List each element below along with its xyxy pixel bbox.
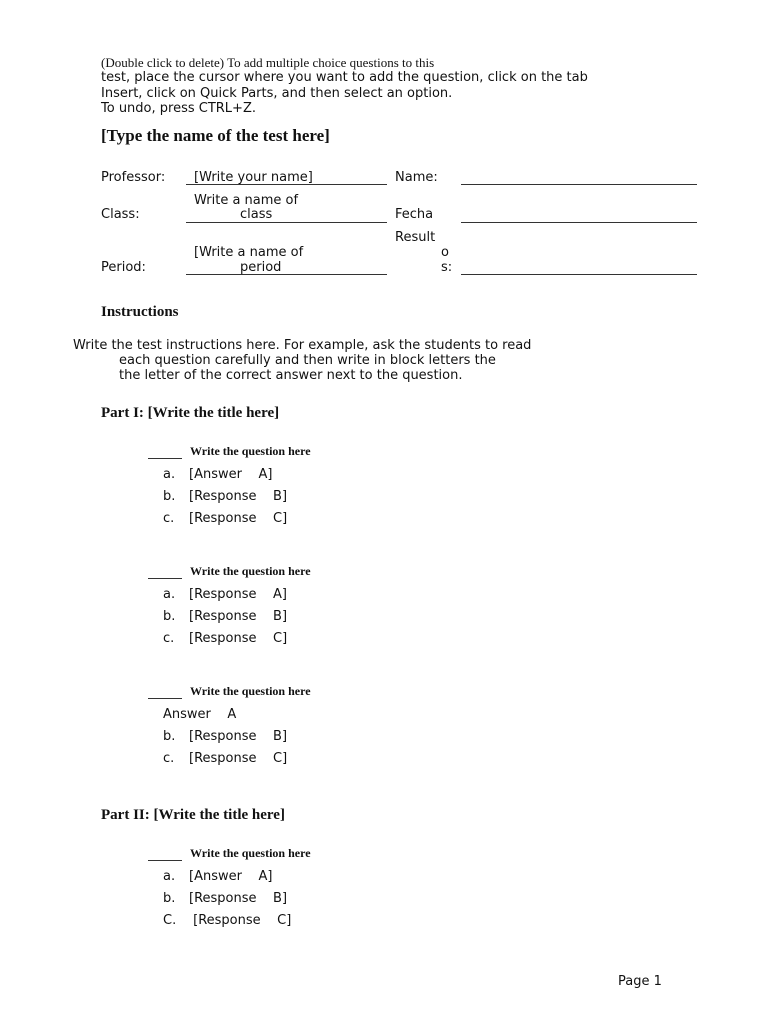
period-label: Period: bbox=[101, 260, 146, 275]
option-marker: c. bbox=[163, 511, 175, 526]
instructions-line-1[interactable]: Write the test instructions here. For example, ask the students to read bbox=[73, 338, 532, 353]
option-text[interactable]: [Answer A] bbox=[189, 869, 273, 884]
page-number: Page 1 bbox=[618, 974, 662, 989]
instructions-heading: Instructions bbox=[101, 304, 179, 320]
question-text[interactable]: Write the question here bbox=[190, 564, 311, 578]
question-text[interactable]: Write the question here bbox=[190, 846, 311, 860]
name-label: Name: bbox=[395, 170, 438, 185]
option-marker: b. bbox=[163, 729, 176, 744]
professor-field[interactable]: [Write your name] bbox=[194, 170, 313, 185]
answer-blank[interactable] bbox=[148, 458, 182, 459]
class-underline bbox=[186, 222, 387, 223]
option-text[interactable]: [Answer A] bbox=[189, 467, 273, 482]
part-1-title[interactable]: Part I: [Write the title here] bbox=[101, 405, 280, 421]
help-text-line-1: (Double click to delete) To add multiple choice questions to this bbox=[101, 55, 435, 70]
answer-blank[interactable] bbox=[148, 860, 182, 861]
option-text[interactable]: Answer A bbox=[163, 707, 237, 722]
option-marker: b. bbox=[163, 891, 176, 906]
option-text[interactable]: [Response C] bbox=[189, 913, 292, 928]
results-label-part-1: Result bbox=[395, 230, 436, 245]
class-field-line-1[interactable]: Write a name of bbox=[194, 193, 299, 208]
period-field-line-1[interactable]: [Write a name of bbox=[194, 245, 304, 260]
help-text-line-3: Insert, click on Quick Parts, and then select an option. bbox=[101, 86, 453, 101]
option-text[interactable]: [Response B] bbox=[189, 489, 288, 504]
option-text[interactable]: [Response B] bbox=[189, 891, 288, 906]
results-label-part-2: o bbox=[441, 245, 449, 260]
option-text[interactable]: [Response C] bbox=[189, 751, 288, 766]
option-text[interactable]: [Response C] bbox=[189, 631, 288, 646]
professor-underline bbox=[186, 184, 387, 185]
question-text[interactable]: Write the question here bbox=[190, 684, 311, 698]
class-label: Class: bbox=[101, 207, 140, 222]
option-text[interactable]: [Response B] bbox=[189, 729, 288, 744]
option-text[interactable]: [Response B] bbox=[189, 609, 288, 624]
option-marker: c. bbox=[163, 631, 175, 646]
option-marker: a. bbox=[163, 587, 176, 602]
results-label-part-3: s: bbox=[441, 260, 453, 275]
help-text-line-2: test, place the cursor where you want to add the question, click on the tab bbox=[101, 70, 588, 85]
class-field-line-2[interactable]: class bbox=[240, 207, 273, 222]
option-marker: b. bbox=[163, 609, 176, 624]
results-field-line[interactable] bbox=[461, 274, 697, 275]
instructions-line-2[interactable]: each question carefully and then write in block letters the bbox=[119, 353, 496, 368]
period-field-line-2[interactable]: period bbox=[240, 260, 282, 275]
answer-blank[interactable] bbox=[148, 578, 182, 579]
fecha-field-line[interactable] bbox=[461, 222, 697, 223]
test-title[interactable]: [Type the name of the test here] bbox=[101, 126, 330, 145]
option-text[interactable]: [Response A] bbox=[189, 587, 288, 602]
part-2-title[interactable]: Part II: [Write the title here] bbox=[101, 807, 285, 823]
option-marker: C. bbox=[163, 913, 177, 928]
option-text[interactable]: [Response C] bbox=[189, 511, 288, 526]
question-text[interactable]: Write the question here bbox=[190, 444, 311, 458]
help-text-line-4: To undo, press CTRL+Z. bbox=[101, 101, 256, 116]
option-marker: c. bbox=[163, 751, 175, 766]
option-marker: b. bbox=[163, 489, 176, 504]
instructions-line-3[interactable]: the letter of the correct answer next to the question. bbox=[119, 368, 463, 383]
fecha-label: Fecha bbox=[395, 207, 434, 222]
professor-label: Professor: bbox=[101, 170, 166, 185]
answer-blank[interactable] bbox=[148, 698, 182, 699]
name-field-line[interactable] bbox=[461, 184, 697, 185]
option-marker: a. bbox=[163, 869, 176, 884]
period-underline bbox=[186, 274, 387, 275]
option-marker: a. bbox=[163, 467, 176, 482]
